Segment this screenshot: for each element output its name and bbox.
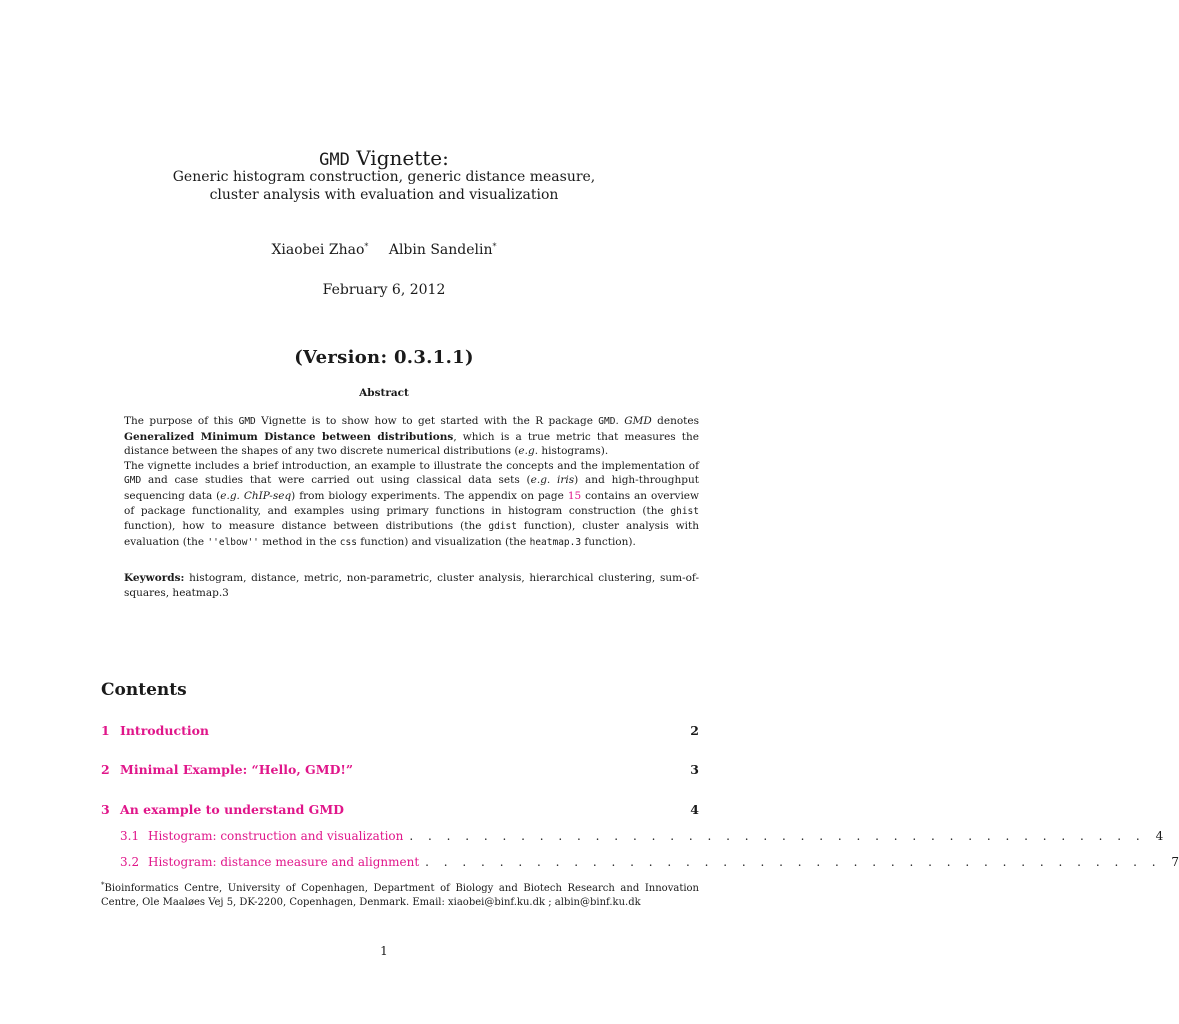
- keywords-label: Keywords:: [124, 572, 185, 584]
- abstract-paragraph-1: The purpose of this GMD Vignette is to show how to get started with the R package GMD. GMD denotes Generalized Minimum Distance between distributions, which is a true metric that measures the distance between the shapes of any two discrete numerical distributions (e.g. histograms).: [124, 415, 699, 458]
- affiliation-footnote: *Bioinformatics Centre, University of Copenhagen, Department of Biology and Biotech Research and Innovation Centre, Ole Maaløes Vej 5, DK-2200, Copenhagen, Denmark. Email: xiaobei@binf.ku.dk ; albin@binf.ku.dk: [101, 881, 699, 908]
- subtitle-line-1: Generic histogram construction, generic distance measure,: [172, 169, 596, 185]
- title-package-name: GMD: [319, 150, 350, 170]
- title-text: Vignette:: [356, 146, 449, 170]
- toc-entry-introduction[interactable]: 1 Introduction 2: [101, 723, 699, 738]
- page-number: 1: [380, 944, 388, 958]
- publication-date: February 6, 2012: [322, 282, 446, 298]
- author: [389, 238, 497, 259]
- toc-entry-example-gmd[interactable]: 3 An example to understand GMD 4: [101, 802, 699, 817]
- abstract-heading: Abstract: [359, 387, 409, 399]
- author-name: Xiaobei Zhao: [271, 242, 365, 258]
- subtitle-line-2: cluster analysis with evaluation and visualization: [209, 187, 559, 203]
- contents-heading: Contents: [101, 680, 187, 700]
- abstract-body: [124, 414, 699, 550]
- author-name: Albin Sandelin: [388, 242, 493, 258]
- toc-leader-dots: . . . . . . . . . . . . . . . . . . . . . . . . . . . . . . . . . . . . . . . .: [409, 829, 1146, 843]
- keywords: [124, 571, 699, 600]
- author-footnote-mark[interactable]: *: [492, 242, 497, 251]
- author: [271, 238, 368, 259]
- document-subtitle: [0, 168, 768, 204]
- author-footnote-mark[interactable]: *: [364, 242, 369, 251]
- keywords-text: histogram, distance, metric, non-parametric, cluster analysis, hierarchical clustering, sum-of-squares, heatmap.3: [124, 572, 699, 599]
- toc-entry-histogram-distance[interactable]: 3.2 Histogram: distance measure and alignment . . . . . . . . . . . . . . . . . . . . . . . . . . . . . . . . . . . . . . . . 7: [120, 855, 1179, 869]
- toc-entry-minimal-example[interactable]: 2 Minimal Example: “Hello, GMD!” 3: [101, 762, 699, 777]
- abstract-paragraph-2: The vignette includes a brief introduction, an example to illustrate the concepts and the implementation of GMD and case studies that were carried out using classical data sets (e.g. iris) and high-throughput sequencing data (e.g. ChIP-seq) from biology experiments. The appendix on page 15 contains an overview of package functionality, and examples using primary functions in histogram construction (the ghist function), how to measure distance between distributions (the gdist function), cluster analysis with evaluation (the ''elbow'' method in the css function) and visualization (the heatmap.3 function).: [124, 459, 700, 548]
- version-label: (Version: 0.3.1.1): [294, 347, 474, 368]
- toc-entry-histogram-construction[interactable]: 3.1 Histogram: construction and visualization . . . . . . . . . . . . . . . . . . . . . . . . . . . . . . . . . . . . . . . . 4: [120, 829, 1164, 843]
- author-list: [0, 238, 768, 259]
- toc-leader-dots: . . . . . . . . . . . . . . . . . . . . . . . . . . . . . . . . . . . . . . . .: [425, 855, 1162, 869]
- appendix-page-link[interactable]: 15: [567, 489, 582, 502]
